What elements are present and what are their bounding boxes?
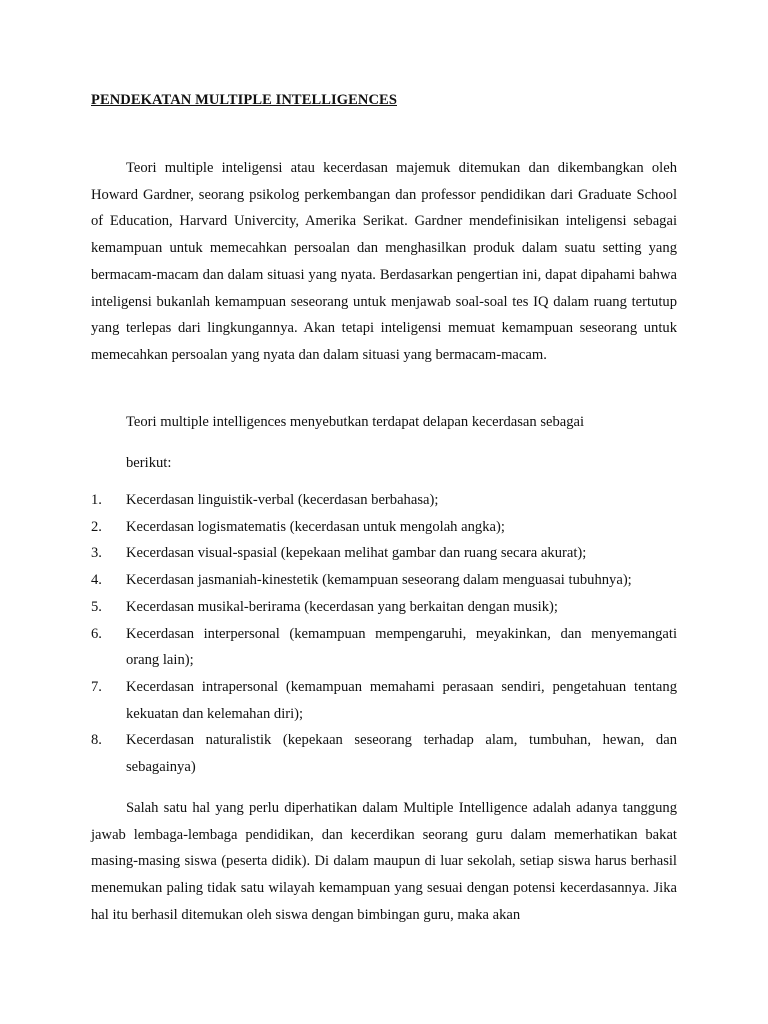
list-item-text: Kecerdasan visual-spasial (kepekaan melihat gambar dan ruang secara akurat); [126,545,587,562]
list-item [91,621,677,674]
list-item [91,674,677,727]
document-title: PENDEKATAN MULTIPLE INTELLIGENCES [91,92,397,108]
list-item-text: Kecerdasan naturalistik (kepekaan seseorang terhadap alam, tumbuhan, hewan, dan sebagainya) [126,732,677,776]
list-item [91,487,677,514]
list-item [91,540,677,567]
list-item-number: 7. [91,678,102,695]
paragraph-teacher-responsibility: Salah satu hal yang perlu diperhatikan dalam Multiple Intelligence adalah adanya tanggung jawab lembaga-lembaga pendidikan, dan kecerdikan seorang guru dalam memerhatikan bakat masing-masing siswa (peserta didik). Di dalam maupun di luar sekolah, setiap siswa harus berhasil menemukan paling tidak satu wilayah kemampuan yang sesuai dengan potensi kecerdasannya. Jika hal itu berhasil ditemukan oleh siswa dengan bimbingan guru, maka akan [91,800,677,923]
intelligence-list [91,487,677,781]
list-item-text: Kecerdasan intrapersonal (kemampuan memahami perasaan sendiri, pengetahuan tentang kekuatan dan kelemahan diri); [126,678,677,722]
list-item-number: 4. [91,572,102,589]
list-item-text: Kecerdasan logismatematis (kecerdasan untuk mengolah angka); [126,518,505,535]
list-item-number: 6. [91,625,102,642]
list-item-number: 1. [91,492,102,508]
list-item-text: Kecerdasan interpersonal (kemampuan mempengaruhi, meyakinkan, dan menyemangati orang lain); [126,625,677,669]
list-item-text: Kecerdasan linguistik-verbal (kecerdasan berbahasa); [126,492,439,508]
list-item-number: 5. [91,598,102,615]
list-item [91,567,677,594]
list-item-number: 2. [91,518,102,535]
list-item [91,594,677,621]
list-item-text: Kecerdasan musikal-berirama (kecerdasan yang berkaitan dengan musik); [126,598,558,615]
list-item [91,727,677,780]
list-intro-line: Teori multiple intelligences menyebutkan terdapat delapan kecerdasan sebagai [126,414,585,430]
list-item [91,514,677,541]
list-intro-continuation: berikut: [126,455,172,471]
list-item-text: Kecerdasan jasmaniah-kinestetik (kemampuan seseorang dalam menguasai tubuhnya); [126,572,632,589]
paragraph-gardner-definition: Teori multiple inteligensi atau kecerdasan majemuk ditemukan dan dikembangkan oleh Howard Gardner, seorang psikolog perkembangan dan professor pendidikan dari Graduate School of Education, Harvard Univercity, Amerika Serikat. Gardner mendefinisikan inteligensi sebagai kemampuan untuk memecahkan persoalan dan menghasilkan produk dalam suatu setting yang bermacam-macam dan dalam situasi yang nyata. Berdasarkan pengertian ini, dapat dipahami bahwa inteligensi bukanlah kemampuan seseorang untuk menjawab soal-soal tes IQ dalam ruang tertutup yang terlepas dari lingkungannya. Akan tetapi inteligensi memuat kemampuan seseorang untuk memecahkan persoalan yang nyata dan dalam situasi yang bermacam-macam. [91,160,677,363]
list-item-number: 8. [91,732,102,749]
list-item-number: 3. [91,545,102,562]
